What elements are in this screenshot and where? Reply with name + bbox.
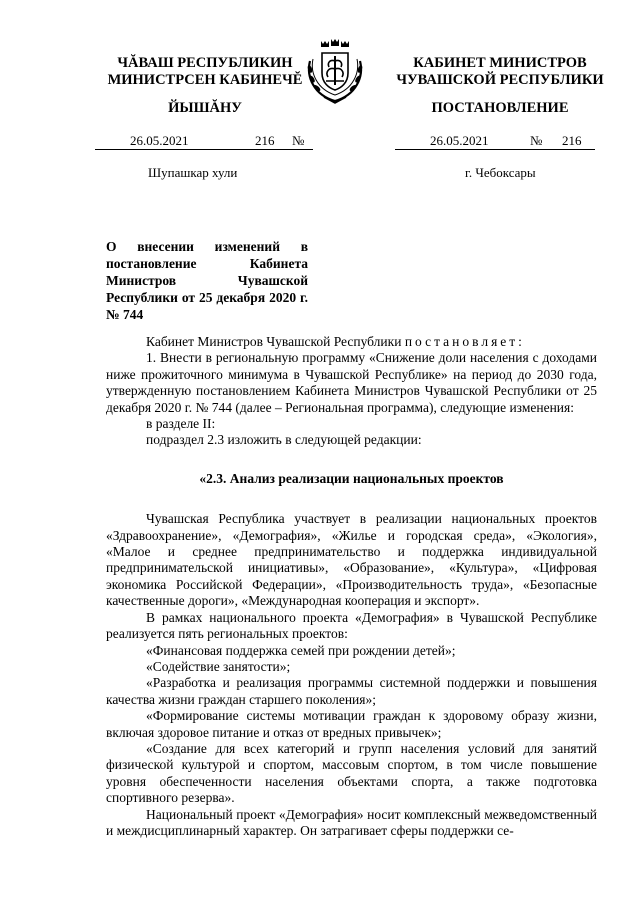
header-left-line1: ЧĂВАШ РЕСПУБЛИКИН xyxy=(117,55,293,71)
paragraph-11: Национальный проект «Демография» носит комплексный межведомственный и междисциплинарный характер. Он затрагивает сферы поддержки се- xyxy=(106,806,597,838)
paragraph-8: «Разработка и реализация программы системной поддержки и повышения качества жизни граждан старшего поколения»; xyxy=(106,675,597,707)
paragraph-2: в разделе II: xyxy=(146,416,216,432)
paragraph-4: Чувашская Республика участвует в реализации национальных проектов «Здравоохранение», «Демография», «Жилье и городская среда», «Экология», «Малое и среднее предпринимательство и поддержка индивидуальной предпринимательской инициативы», «Образование», «Культура», «Цифровая экономика Российской Федерации», «Производительность труда», «Безопасные качественные дороги», «Международная кооперация и экспорт». xyxy=(106,511,597,609)
paragraph-7: «Содействие занятости»; xyxy=(146,658,291,674)
header-right-line1: КАБИНЕТ МИНИСТРОВ xyxy=(413,55,587,71)
paragraph-5: В рамках национального проекта «Демография» в Чувашской Республике реализуется пять региональных проектов: xyxy=(106,609,597,642)
right-date: 26.05.2021 xyxy=(430,133,489,148)
left-number: 216 xyxy=(255,133,275,148)
header-left-title xyxy=(95,55,315,89)
header-right-doctype: ПОСТАНОВЛЕНИЕ xyxy=(431,100,569,116)
header-right-title xyxy=(380,55,620,89)
paragraph-1: 1. Внести в региональную программу «Снижение доли населения с доходами ниже прожиточного минимума в Чувашской Республике» на период до 2030 года, утвержденную постановлением Кабинета Министров Чувашской Республики от 25 декабря 2020 г. № 744 (далее – Региональная программа), следующие изменения: xyxy=(106,350,597,415)
emblem-icon xyxy=(302,37,368,105)
paragraph-10: «Создание для всех категорий и групп населения условий для занятий физической культурой и спортом, массовым спортом, в том числе повышение уровня обеспеченности населения объектами спорта, а также подготовка спортивного резерва». xyxy=(106,740,597,806)
document-subject: О внесении изменений в постановление Кабинета Министров Чувашской Республики от 25 декабря 2020 г. № 744 xyxy=(106,239,308,322)
left-number-sign: № xyxy=(292,133,305,148)
document-body xyxy=(106,334,597,839)
header-left-line2: МИНИСТРСЕН КАБИНЕЧĔ xyxy=(107,72,303,88)
section-title: «2.3. Анализ реализации национальных проектов xyxy=(199,470,504,486)
intro-text: Кабинет Министров Чувашской Республики xyxy=(146,334,402,349)
intro-paragraph xyxy=(106,334,597,350)
header-right-line2: ЧУВАШСКОЙ РЕСПУБЛИКИ xyxy=(396,72,604,88)
right-number-sign: № xyxy=(530,133,543,148)
intro-spaced-word: постановляет: xyxy=(404,334,525,349)
paragraph-9: «Формирование системы мотивации граждан к здоровому образу жизни, включая здоровое питание и отказ от вредных привычек»; xyxy=(106,708,597,740)
left-city: Шупашкар хули xyxy=(148,165,238,180)
left-date-underline xyxy=(95,149,313,150)
paragraph-6: «Финансовая поддержка семей при рождении детей»; xyxy=(146,642,456,658)
right-number: 216 xyxy=(562,133,582,148)
header-left-doctype: ЙЫШĂНУ xyxy=(168,100,242,116)
right-date-underline xyxy=(395,149,595,150)
paragraph-3: подраздел 2.3 изложить в следующей редакции: xyxy=(146,432,422,448)
left-date: 26.05.2021 xyxy=(130,133,189,148)
coat-of-arms-emblem xyxy=(302,37,368,105)
right-city: г. Чебоксары xyxy=(465,165,536,180)
